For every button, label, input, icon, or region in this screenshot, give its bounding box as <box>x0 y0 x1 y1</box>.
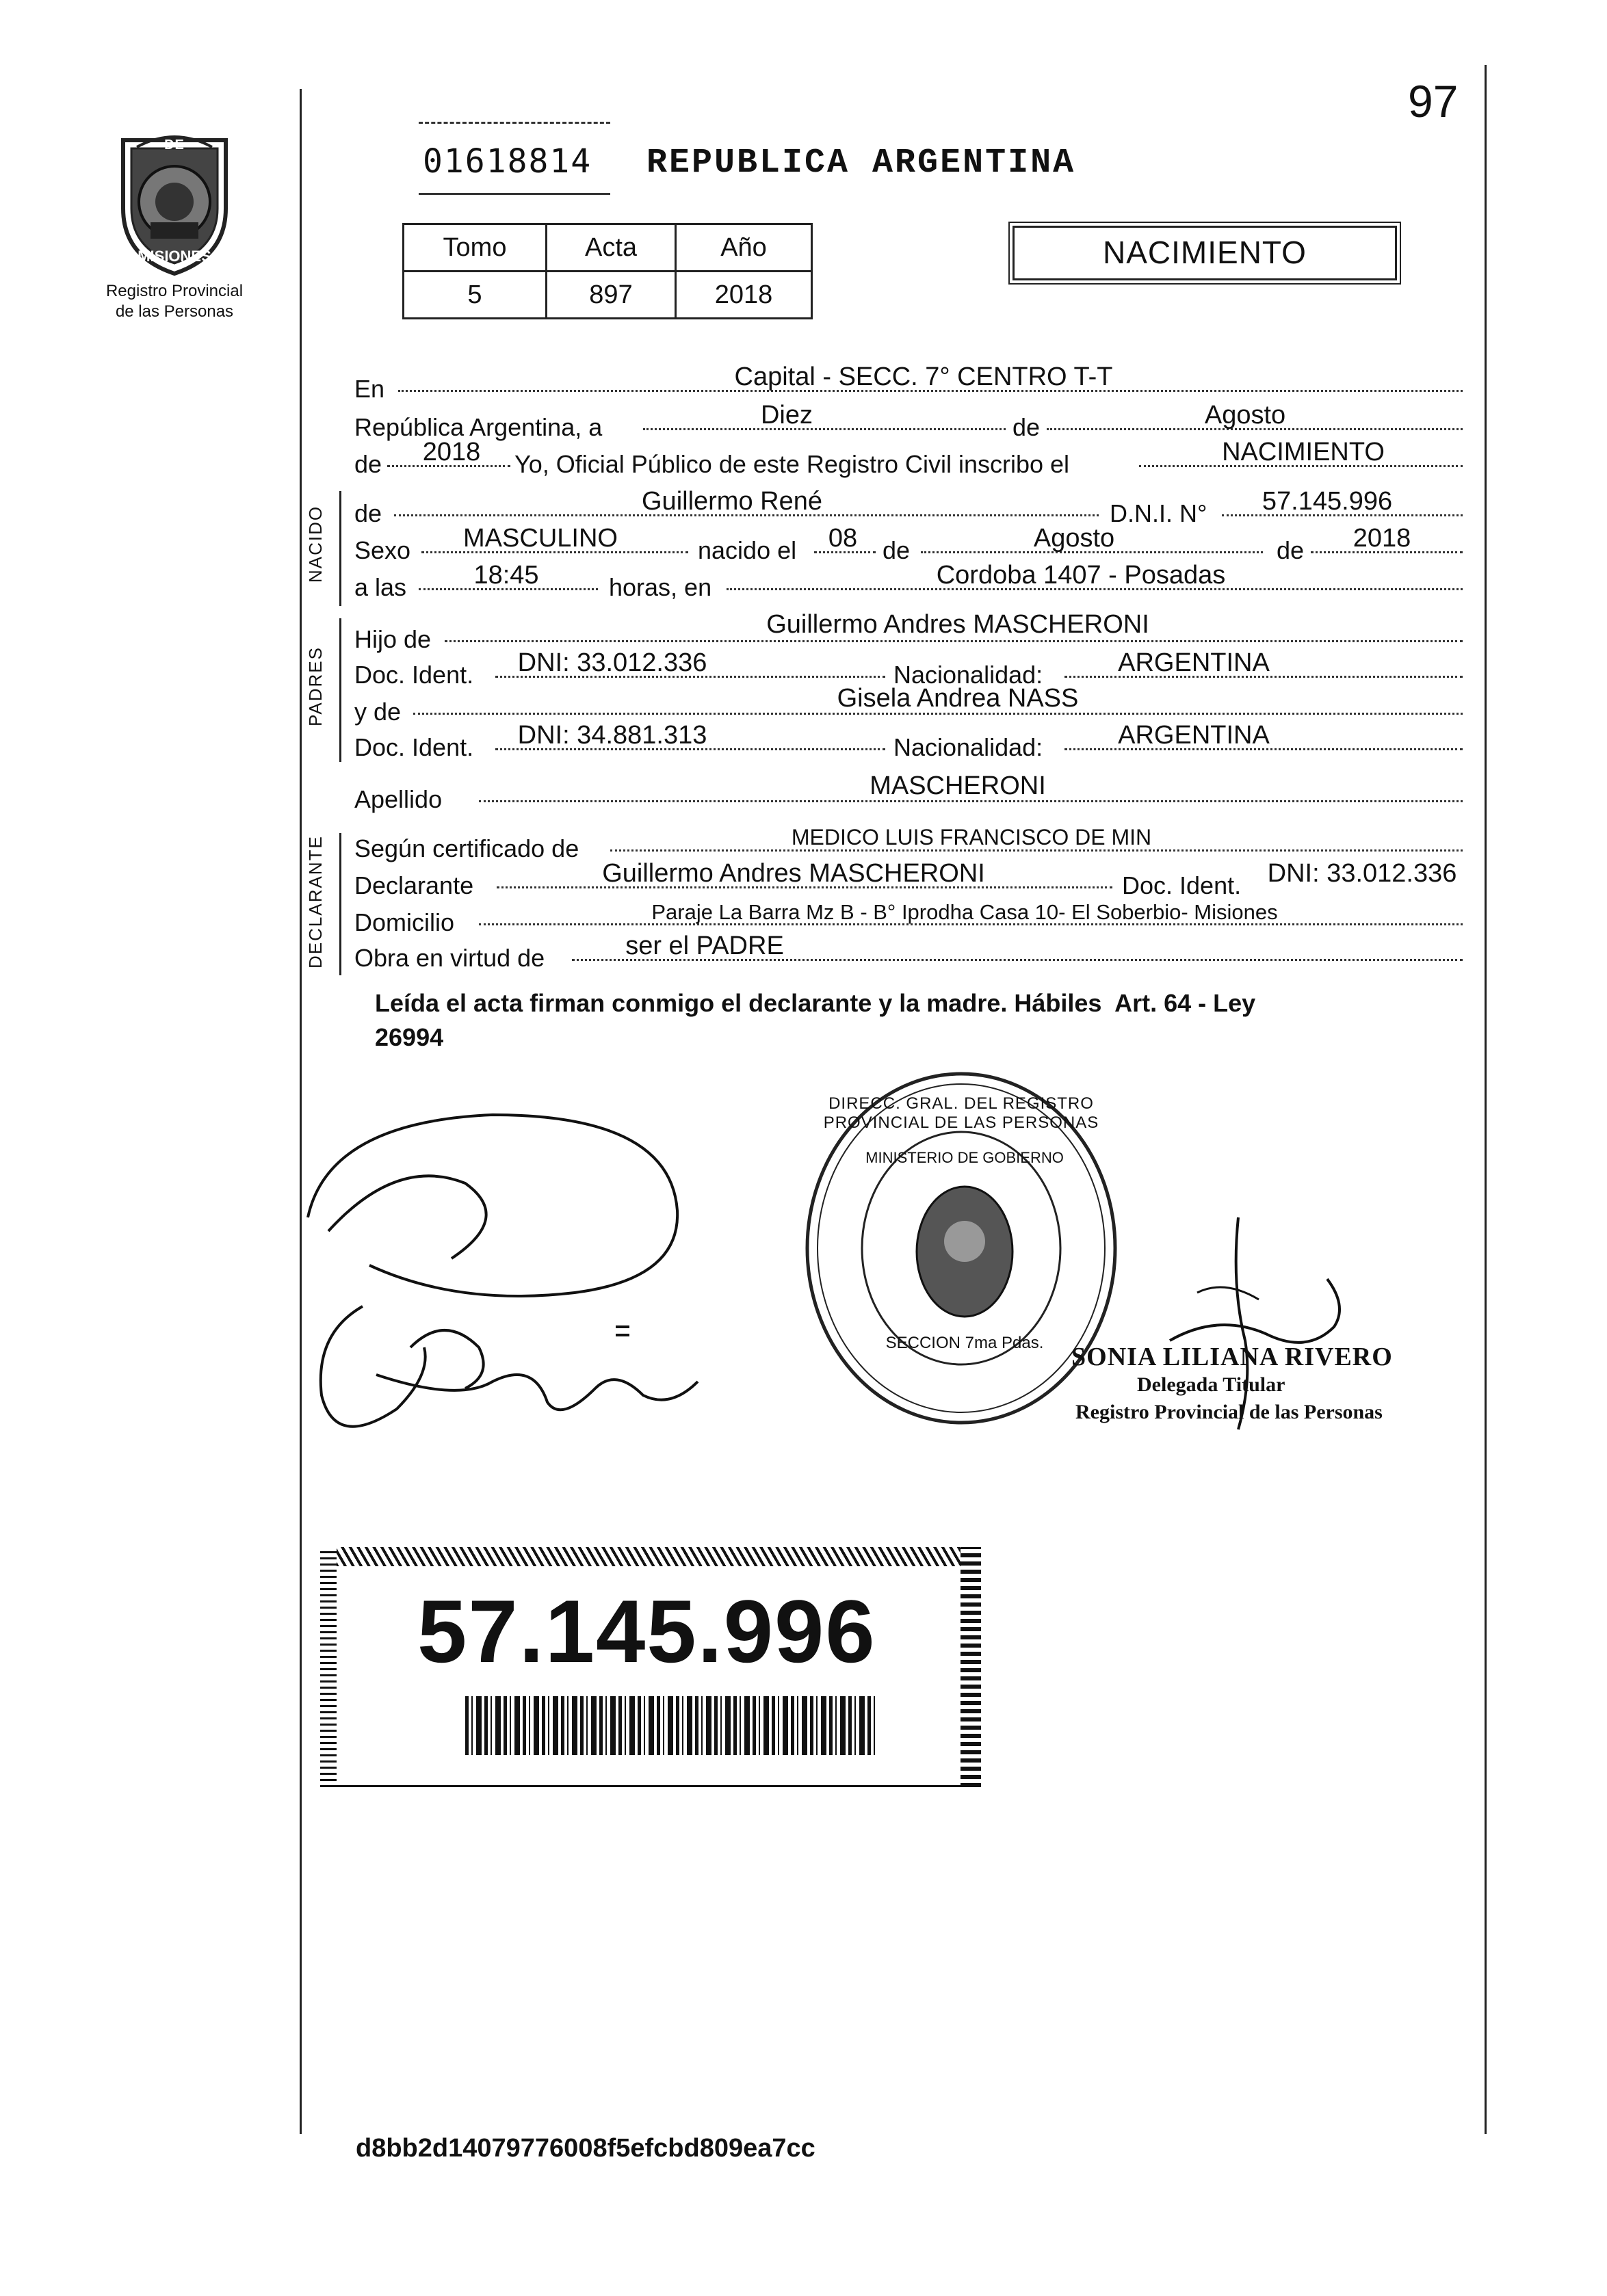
stamp-inner-text: MINISTERIO DE GOBIERNO <box>865 1149 1064 1166</box>
nombre-value: Guillermo René <box>642 487 822 516</box>
dni-label: D.N.I. N° <box>1110 499 1207 527</box>
document-hash: d8bb2d14079776008f5efcbd809ea7cc <box>356 2134 815 2163</box>
country-title: REPUBLICA ARGENTINA <box>646 144 1076 183</box>
madre-value: Gisela Andrea NASS <box>837 684 1079 713</box>
de2-label: de <box>354 450 382 478</box>
madre-doc-value: DNI: 34.881.313 <box>517 721 707 750</box>
oficial-text: Yo, Oficial Público de este Registro Civil inscribo el <box>514 450 1070 478</box>
padre-nac-value: ARGENTINA <box>1118 648 1270 677</box>
apellido-value: MASCHERONI <box>870 771 1046 800</box>
domicilio-label: Domicilio <box>354 908 455 936</box>
barcode-number: 57.145.996 <box>417 1581 876 1681</box>
form-number-topline <box>419 122 610 124</box>
footer-text-line2: 26994 <box>375 1023 444 1051</box>
obra-value: ser el PADRE <box>625 932 784 960</box>
tomo-acta-anio-table <box>402 223 813 319</box>
page-number: 97 <box>1408 76 1459 127</box>
table-value-anio: 2018 <box>676 272 812 319</box>
stamp-outer-text: DIRECC. GRAL. DEL REGISTRO PROVINCIAL DE LAS PERSONAS <box>823 1094 1099 1132</box>
padre-dots <box>445 640 1463 642</box>
barcode-top-pattern <box>320 1547 981 1566</box>
domicilio-value: Paraje La Barra Mz B - B° Iprodha Casa 10- El Soberbio- Misiones <box>651 900 1278 924</box>
barcode-right-pattern <box>961 1547 981 1787</box>
logo-top-text: PROVINCIA DE <box>133 122 216 153</box>
barcode <box>465 1696 876 1755</box>
decl-doc-value: DNI: 33.012.336 <box>1267 859 1457 888</box>
mes-value: Agosto <box>1204 401 1286 430</box>
logo-caption-line1: Registro Provincial <box>105 282 244 300</box>
section-nacido: NACIDO <box>305 505 326 583</box>
table-header-anio: Año <box>676 224 812 272</box>
footer-text-line1: Leída el acta firman conmigo el declarante y la madre. Hábiles Art. 64 - Ley <box>375 989 1256 1017</box>
decl-docident-label: Doc. Ident. <box>1122 871 1242 899</box>
declarante-value: Guillermo Andres MASCHERONI <box>602 859 985 888</box>
table-header-row <box>404 224 812 272</box>
table-header-tomo: Tomo <box>404 224 547 272</box>
dia-value: Diez <box>760 401 813 430</box>
madre-nacionalidad-label: Nacionalidad: <box>893 733 1043 761</box>
form-number-underline <box>419 193 610 195</box>
horas-label: horas, en <box>609 573 712 601</box>
certificado-value: MEDICO LUIS FRANCISCO DE MIN <box>791 825 1152 849</box>
official-title: Delegada Titular <box>1137 1373 1285 1396</box>
de3-label: de <box>354 499 382 527</box>
alas-label: a las <box>354 573 407 601</box>
table-header-acta: Acta <box>547 224 676 272</box>
en-value: Capital - SECC. 7° CENTRO T-T <box>734 362 1113 391</box>
nac-dia-value: 08 <box>828 524 858 553</box>
hijo-label: Hijo de <box>354 625 432 653</box>
padre-value: Guillermo Andres MASCHERONI <box>766 610 1149 639</box>
yde-label: y de <box>354 698 402 726</box>
sexo-label: Sexo <box>354 536 411 564</box>
nac-mes-value: Agosto <box>1033 524 1115 553</box>
padre-doc-value: DNI: 33.012.336 <box>517 648 707 677</box>
nac-de2-label: de <box>1277 536 1305 564</box>
declarante-label: Declarante <box>354 871 474 899</box>
anio-value: 2018 <box>422 438 481 466</box>
stamp-bottom-text: SECCION 7ma Pdas. <box>885 1334 1044 1352</box>
republica-label: República Argentina, a <box>354 413 603 441</box>
madre-nac-value: ARGENTINA <box>1118 721 1270 750</box>
apellido-label: Apellido <box>354 785 443 813</box>
logo-caption-line2: de las Personas <box>115 302 234 321</box>
obra-label: Obra en virtud de <box>354 944 545 972</box>
official-office: Registro Provincial de las Personas <box>1075 1401 1383 1423</box>
sexo-value: MASCULINO <box>463 524 618 553</box>
table-value-row <box>404 272 812 319</box>
dni-value: 57.145.996 <box>1262 487 1393 516</box>
declarante-bracket <box>339 833 341 975</box>
padres-bracket <box>339 618 341 762</box>
logo-bottom-text: MISIONES <box>138 248 211 265</box>
en-label: En <box>354 375 385 403</box>
section-declarante: DECLARANTE <box>305 835 326 968</box>
declarante-signature <box>287 1087 725 1457</box>
table-value-acta: 897 <box>547 272 676 319</box>
segun-label: Según certificado de <box>354 834 579 862</box>
padre-nacionalidad-label: Nacionalidad: <box>893 661 1043 689</box>
tipo-value: NACIMIENTO <box>1222 438 1385 466</box>
nac-anio-value: 2018 <box>1353 524 1411 553</box>
lugar-value: Cordoba 1407 - Posadas <box>936 561 1226 590</box>
official-name: SONIA LILIANA RIVERO <box>1071 1343 1393 1371</box>
hora-value: 18:45 <box>473 561 539 590</box>
right-border <box>1485 65 1487 2134</box>
barcode-left-pattern <box>320 1547 337 1787</box>
nacido-label: nacido el <box>698 536 797 564</box>
de-label: de <box>1012 413 1041 441</box>
padre-docident-label: Doc. Ident. <box>354 661 474 689</box>
nacido-bracket <box>339 491 341 606</box>
nac-de-label: de <box>883 536 911 564</box>
form-number: 01618814 <box>423 142 592 181</box>
table-value-tomo: 5 <box>404 272 547 319</box>
madre-docident-label: Doc. Ident. <box>354 733 474 761</box>
section-padres: PADRES <box>305 646 326 726</box>
record-type-label: NACIMIENTO <box>1103 235 1307 270</box>
